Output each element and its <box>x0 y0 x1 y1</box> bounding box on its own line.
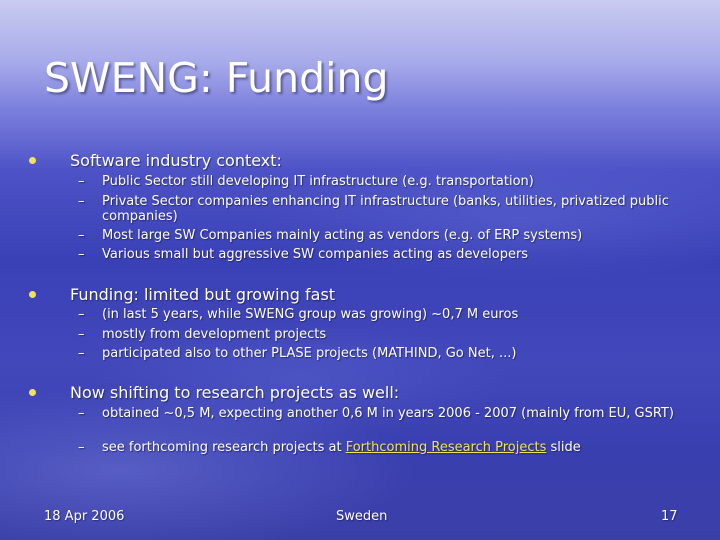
slide-title: SWENG: Funding <box>44 54 389 102</box>
bullet-dot-icon <box>29 157 36 164</box>
bullet-dot-icon <box>29 389 36 396</box>
dash-icon: – <box>78 307 85 322</box>
footer-date: 18 Apr 2006 <box>44 509 125 524</box>
sub-bullet-text <box>102 440 702 455</box>
forthcoming-research-projects-link[interactable]: Forthcoming Research Projects <box>345 440 547 455</box>
bullet-heading: Now shifting to research projects as well: <box>70 383 400 402</box>
dash-icon: – <box>78 247 85 262</box>
dash-icon: – <box>78 174 85 189</box>
bullet-dot-icon <box>29 291 36 298</box>
sub-bullet-text: obtained ~0,5 M, expecting another 0,6 M in years 2006 - 2007 (mainly from EU, GSRT) <box>102 406 674 421</box>
sub-bullet-text: Public Sector still developing IT infrastructure (e.g. transportation) <box>102 174 534 189</box>
bullet-heading: Software industry context: <box>70 151 282 170</box>
sub-bullet-text: Private Sector companies enhancing IT infrastructure (banks, utilities, privatized public companies) <box>102 194 669 224</box>
dash-icon: – <box>78 406 85 421</box>
dash-icon: – <box>78 440 85 455</box>
bullet-heading: Funding: limited but growing fast <box>70 285 336 304</box>
sub-bullet-text: (in last 5 years, while SWENG group was growing) ~0,7 M euros <box>102 307 519 322</box>
footer-center: Sweden <box>336 509 388 524</box>
dash-icon: – <box>78 228 85 243</box>
sub-bullet-text: Various small but aggressive SW companies acting as developers <box>102 247 529 262</box>
sub-bullet-text: Most large SW Companies mainly acting as vendors (e.g. of ERP systems) <box>102 228 583 243</box>
footer-page-number: 17 <box>661 509 678 524</box>
sub-bullet-text: mostly from development projects <box>102 327 327 342</box>
dash-icon: – <box>78 327 85 342</box>
dash-icon: – <box>78 194 85 209</box>
sub-bullet-text: participated also to other PLASE projects (MATHIND, Go Net, ...) <box>102 346 517 361</box>
dash-icon: – <box>78 346 85 361</box>
sub-bullet-prefix: see forthcoming research projects at <box>102 440 346 455</box>
sub-bullet-suffix: slide <box>546 440 581 455</box>
